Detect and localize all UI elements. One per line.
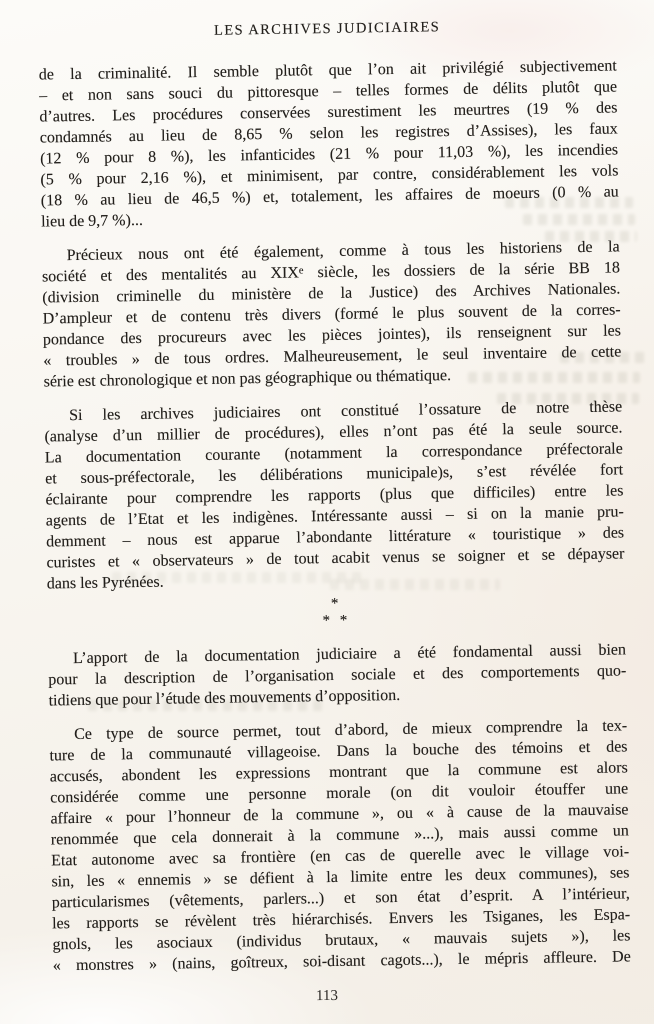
text-line: renommée que cela donnerait à la commune »...), mais aussi comme un (50, 822, 629, 849)
running-header: LES ARCHIVES JUDICIAIRES (213, 19, 441, 39)
text-line: La documentation courante (notamment la correspondance préfectorale (44, 440, 623, 467)
text-line: demment – nous est apparue l’abondante littérature « touristique » des (46, 524, 625, 551)
text-line: (12 % pour 8 %), les infanticides (21 % pour 11,03 %), les incendies (40, 141, 619, 168)
text-line: pondance des procureurs avec les pièces jointes), ils renseignent sur les (42, 322, 622, 349)
section-separator (47, 591, 625, 634)
text-line: lieu de 9,7 %)... (41, 211, 144, 231)
text-line: (5 % pour 2,16 %), et minimisent, par contre, considérablement les vols (40, 162, 619, 189)
text-line: considérée comme une personne morale (on dit vouloir étouffer une (50, 780, 629, 807)
text-line: condamnés au lieu de 8,65 % selon les registres d’Assises), les faux (39, 120, 618, 147)
text-line: pour la description de l’organisation sociale et des comportements quo- (48, 662, 627, 689)
text-line: (analyse d’un millier de procédures), elles n’ont pas été la seule source. (44, 419, 623, 446)
text-line: agents de l’Etat et les indigènes. Intéressante aussi – si on la manie pru- (45, 503, 624, 530)
text-line: ture de la communauté villageoise. Dans la bouche des témoins et des (49, 738, 628, 765)
text-line: d’autres. Les procédures conservées surestiment les meurtres (19 % des (39, 99, 618, 126)
text-line: société et des mentalités au XIXe siècle, les dossiers de la série BB 18 (41, 259, 621, 286)
text-line: affaire « pour l’honneur de la commune », ou « à cause de la mauvaise (50, 801, 629, 828)
text-line: Si les archives judiciaires ont constitué l’ossature de notre thèse (69, 398, 623, 425)
text-line: de la criminalité. Il semble plutôt que l’on ait privilégié subjectivement (38, 57, 617, 84)
text-line: Etat autonome avec sa frontière (en cas de querelle avec le village voi- (51, 843, 630, 870)
text-line: « monstres » (nains, goîtreux, soi-disant cagots...), le mépris affleure. De (52, 948, 631, 975)
text-line: – et non sans souci du pittoresque – telles formes de délits plutôt que (39, 78, 618, 105)
paragraph (49, 715, 631, 976)
asterisk-row-1: * (330, 595, 342, 613)
text-line: L’apport de la documentation judiciaire a été fondamental aussi bien (72, 641, 627, 668)
text-line: (18 % au lieu de 46,5 %) et, totalement, les affaires de moeurs (0 % au (40, 183, 619, 210)
text-line: D’ampleur et de contenu très divers (formé le plus souvent de la corres- (42, 301, 621, 328)
paragraph (44, 396, 625, 594)
paragraph (48, 639, 627, 711)
paragraph (42, 236, 622, 392)
paragraphs-before-separator (39, 55, 625, 594)
text-line: sin, les « ennemis » se défient à la limite entre les deux communes), ses (51, 864, 630, 891)
text-line: accusés, abondent les expressions montrant que la commune est alors (49, 759, 628, 786)
text-line: gnols, les asociaux (individus brutaux, « mauvais sujets »), les (52, 927, 631, 954)
text-line: Ce type de source permet, tout d’abord, de mieux comprendre la tex- (74, 717, 628, 744)
paragraphs-after-separator (48, 639, 631, 976)
text-line: les rapports se révèlent très hiérarchisés. Envers les Tsiganes, les Espa- (52, 906, 631, 933)
text-line: Précieux nous ont été également, comme à tous les historiens de la (66, 238, 620, 265)
text-line: et sous-préfectorale, les délibérations municipale)s, s’est révélée fort (45, 461, 624, 488)
text-line: particularismes (vêtements, parlers...) et son état d’esprit. A l’intérieur, (51, 885, 630, 912)
asterisk-row-2: * * (322, 612, 351, 630)
text-line: série est chronologique et non pas géographique ou thématique. (43, 367, 452, 391)
text-line: « troubles » de tous ordres. Malheureusement, le seul inventaire de cette (43, 343, 622, 370)
text-line: dans les Pyrénées. (46, 573, 164, 593)
text-line: curistes et « observateurs » de tout acabit venus se soigner et se dépayser (46, 545, 625, 572)
text-body (38, 15, 631, 976)
text-line: tidiens que pour l’étude des mouvements d’opposition. (48, 686, 401, 710)
paragraph (39, 55, 620, 232)
page-number: 113 (315, 987, 339, 1005)
text-line: (division criminelle du ministère de la Justice) des Archives Nationales. (42, 280, 621, 307)
text-line: éclairante pour comprendre les rapports (plus que difficiles) entre les (45, 482, 624, 509)
